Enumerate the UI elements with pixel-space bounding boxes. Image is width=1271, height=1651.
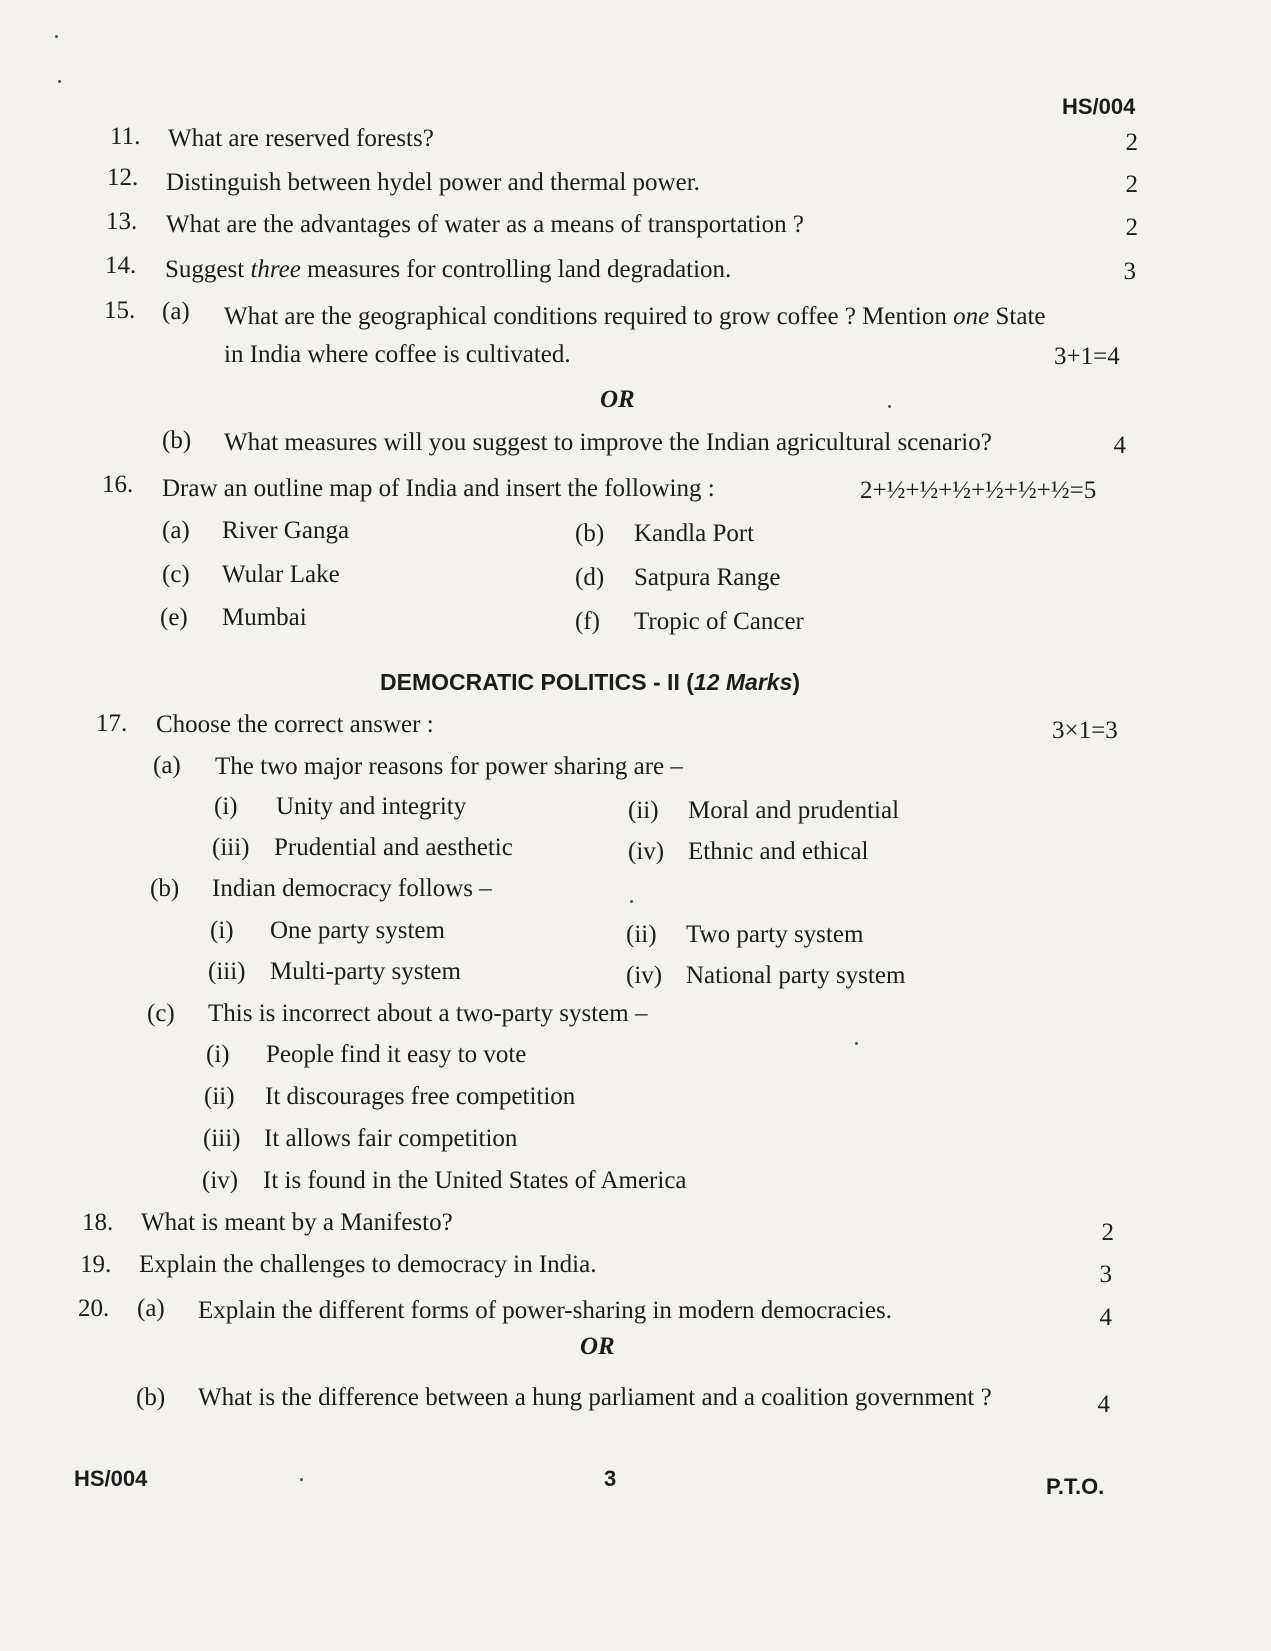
question-text: Explain the challenges to democracy in India. (139, 1251, 597, 1278)
map-item: Kandla Port (634, 520, 755, 547)
page-number: 3 (604, 1466, 617, 1491)
option-text: One party system (270, 917, 445, 944)
marks: 3 (1123, 258, 1136, 285)
map-item: Wular Lake (222, 561, 340, 588)
option-text: Prudential and aesthetic (274, 834, 513, 861)
option-label: (ii) (628, 797, 659, 824)
question-number: 19. (80, 1251, 112, 1278)
option-label: (c) (147, 1000, 175, 1027)
question-number: 20. (78, 1295, 110, 1322)
option-label: (iv) (626, 962, 663, 989)
question-number: 16. (102, 471, 134, 498)
option-label: (i) (206, 1041, 230, 1068)
marks: 2 (1125, 171, 1138, 198)
map-item: River Ganga (222, 517, 350, 544)
section-heading: DEMOCRATIC POLITICS - II (12 Marks) (380, 669, 801, 695)
question-number: 13. (106, 208, 138, 235)
question-text: What are reserved forests? (168, 125, 434, 152)
option-label: (b) (136, 1384, 166, 1411)
option-label: (d) (575, 564, 605, 591)
or-divider: OR (600, 386, 635, 413)
option-text: Moral and prudential (688, 797, 900, 824)
map-item: Mumbai (222, 604, 307, 631)
map-item: Tropic of Cancer (634, 608, 804, 635)
question-number: 12. (107, 164, 139, 191)
marks: 3×1=3 (1052, 717, 1118, 744)
question-text: Suggest three measures for controlling land degradation. (165, 256, 732, 283)
option-text: Ethnic and ethical (688, 838, 869, 865)
option-text: National party system (686, 962, 906, 989)
option-text: People find it easy to vote (266, 1041, 527, 1068)
question-text: What is meant by a Manifesto? (141, 1209, 453, 1236)
question-number: 18. (82, 1209, 114, 1236)
option-label: (ii) (626, 921, 657, 948)
option-text: Unity and integrity (276, 793, 467, 820)
option-label: (iii) (208, 958, 246, 985)
marks: 2+½+½+½+½+½+½=5 (860, 477, 1097, 504)
speck (58, 80, 61, 83)
option-label: (a) (162, 298, 190, 325)
question-text: Choose the correct answer : (156, 711, 434, 738)
option-text: Two party system (686, 921, 864, 948)
question-text: Explain the different forms of power-sharing in modern democracies. (198, 1297, 892, 1324)
option-label: (iii) (203, 1125, 241, 1152)
question-text: What is the difference between a hung parliament and a coalition government ? (198, 1384, 992, 1411)
speck (855, 1042, 858, 1045)
pto-label: P.T.O. (1046, 1474, 1105, 1499)
question-number: 11. (110, 123, 141, 150)
map-item: Satpura Range (634, 564, 781, 591)
option-label: (iv) (202, 1167, 239, 1194)
question-text: Indian democracy follows – (212, 875, 492, 902)
question-number: 14. (105, 252, 137, 279)
option-label: (b) (575, 520, 605, 547)
option-label: (iv) (628, 838, 665, 865)
question-text: The two major reasons for power sharing are – (215, 753, 683, 780)
option-text: Multi-party system (270, 958, 461, 985)
footer-paper-code: HS/004 (74, 1466, 148, 1491)
option-label: (e) (160, 604, 188, 631)
or-divider: OR (580, 1333, 615, 1360)
question-text: What measures will you suggest to improve the Indian agricultural scenario? (224, 429, 992, 456)
marks: 4 (1097, 1391, 1110, 1418)
option-label: (a) (162, 517, 190, 544)
option-label: (a) (137, 1295, 165, 1322)
question-text: Draw an outline map of India and insert the following : (162, 475, 715, 502)
paper-code: HS/004 (1062, 94, 1136, 119)
option-label: (b) (162, 427, 192, 454)
question-text: This is incorrect about a two-party system – (208, 1000, 648, 1027)
marks: 2 (1125, 129, 1138, 156)
option-label: (a) (153, 752, 181, 779)
option-label: (iii) (212, 834, 250, 861)
marks: 4 (1099, 1304, 1112, 1331)
marks: 2 (1125, 214, 1138, 241)
marks: 4 (1113, 432, 1126, 459)
question-text: Distinguish between hydel power and thermal power. (166, 169, 700, 196)
question-text: in India where coffee is cultivated. (224, 341, 571, 368)
marks: 3 (1099, 1261, 1112, 1288)
option-label: (c) (162, 561, 190, 588)
option-label: (ii) (204, 1083, 235, 1110)
speck (888, 405, 891, 408)
speck (55, 35, 58, 38)
speck (300, 1478, 303, 1481)
option-label: (b) (150, 875, 180, 902)
question-text: What are the geographical conditions required to grow coffee ? Mention one State (224, 303, 1046, 330)
option-text: It allows fair competition (264, 1125, 518, 1152)
question-number: 15. (104, 297, 136, 324)
speck (630, 900, 633, 903)
question-text: What are the advantages of water as a means of transportation ? (166, 211, 804, 238)
marks: 3+1=4 (1054, 343, 1120, 370)
option-label: (i) (210, 917, 234, 944)
option-text: It is found in the United States of America (263, 1167, 687, 1194)
question-number: 17. (96, 710, 128, 737)
option-label: (i) (214, 793, 238, 820)
option-text: It discourages free competition (265, 1083, 576, 1110)
marks: 2 (1101, 1219, 1114, 1246)
option-label: (f) (575, 608, 600, 635)
